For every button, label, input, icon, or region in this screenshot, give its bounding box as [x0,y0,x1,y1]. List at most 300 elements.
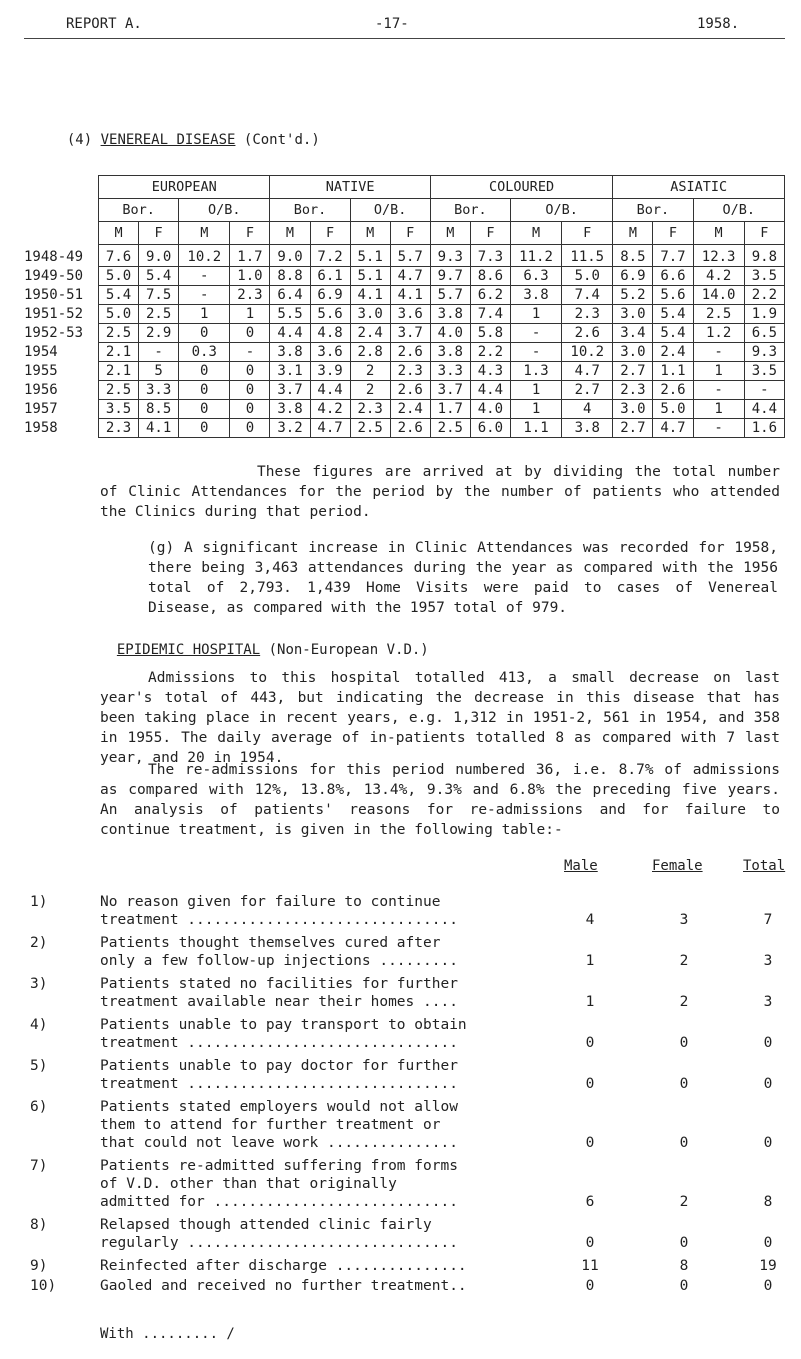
table-cell: 6.3 [510,267,561,286]
table-cell: 2.3 [562,305,613,324]
sex-header: M [510,222,561,245]
section-name: VENEREAL DISEASE [100,132,236,148]
reason-row [30,1277,790,1295]
reason-male-value: 0 [585,1278,595,1294]
reason-male-value: 4 [585,912,595,928]
row-year: 1958 [24,420,58,436]
table-cell: 0 [179,419,230,438]
table-cell: 7.4 [470,305,510,324]
table-cell: 3.7 [430,381,470,400]
sex-header: M [350,222,390,245]
table-cell: 2.5 [99,381,139,400]
table-cell: 4.1 [390,286,430,305]
section-suffix: (Cont'd.) [243,132,320,148]
table-cell: 1 [510,400,561,419]
table-cell: 4.7 [653,419,693,438]
paragraph-g: (g) A significant increase in Clinic Attendances was recorded for 1958, there being 3,463 attendances during the year as compared with the 1956 total of 2,793. 1,439 Home Visits were paid to cases of Venereal Disease, as compared with the 1957 total of 979. [148,540,778,616]
table-cell: 2.3 [230,286,270,305]
table-cell: 5.5 [270,305,310,324]
table-cell: 4.4 [270,324,310,343]
table-cell: 8.5 [613,245,653,267]
table-cell: 6.1 [310,267,350,286]
table-cell: 3.6 [390,305,430,324]
reason-female-value: 8 [679,1258,689,1274]
table-cell: 3.9 [310,362,350,381]
sex-header: F [562,222,613,245]
table-cell: - [230,343,270,362]
table-cell: 4.4 [310,381,350,400]
row-year: 1956 [24,382,58,398]
table-cell: 6.4 [270,286,310,305]
reason-total-value: 19 [759,1258,777,1274]
page-number: -17- [375,16,409,32]
reason-text: admitted for ............................ [100,1194,458,1210]
reason-male-value: 6 [585,1194,595,1210]
table-cell: 4.3 [470,362,510,381]
row-year: 1951-52 [24,306,84,322]
table-cell: 3.2 [270,419,310,438]
reason-male-value: 11 [581,1258,599,1274]
table-cell: 4.2 [693,267,744,286]
table-cell: 3.7 [390,324,430,343]
reason-number: 1) [30,894,48,910]
table-cell: 3.3 [430,362,470,381]
table-cell: 5.8 [470,324,510,343]
table-cell: 3.0 [350,305,390,324]
reason-number: 4) [30,1017,48,1033]
row-year: 1949-50 [24,268,84,284]
table-cell: 2.3 [99,419,139,438]
table-cell: 2.6 [390,419,430,438]
reason-number: 3) [30,976,48,992]
table-cell: 2.1 [99,343,139,362]
table-cell: 5.2 [613,286,653,305]
table-cell: 3.5 [744,267,784,286]
table-cell: 7.4 [562,286,613,305]
table-cell: 2.9 [139,324,179,343]
table-cell: 2.6 [653,381,693,400]
reason-total-value: 3 [763,953,773,969]
table-row [24,419,785,438]
table-cell: 5.4 [99,286,139,305]
table-cell: 4 [562,400,613,419]
table-cell: 2.4 [653,343,693,362]
subgroup-header: Bor. [613,199,693,222]
table-cell: 6.2 [470,286,510,305]
reason-text: Gaoled and received no further treatment.. [100,1278,467,1294]
subgroup-header: O/B. [179,199,270,222]
reason-female-value: 0 [679,1278,689,1294]
reason-text: regularly ............................... [100,1235,458,1251]
row-year: 1952-53 [24,325,84,341]
row-year: 1957 [24,401,58,417]
table-cell: 7.2 [310,245,350,267]
table-cell: 1 [179,305,230,324]
table-cell: 6.6 [653,267,693,286]
sex-header: M [430,222,470,245]
table-cell: 10.2 [179,245,230,267]
reason-number: 2) [30,935,48,951]
sex-header: M [270,222,310,245]
reason-number: 5) [30,1058,48,1074]
table-cell: - [693,419,744,438]
table-cell: 1.0 [230,267,270,286]
table-cell: 4.1 [139,419,179,438]
table-cell: 9.3 [744,343,784,362]
table-cell: 5.0 [562,267,613,286]
reason-text: No reason given for failure to continue [100,894,441,910]
table-row [24,343,785,362]
table-cell: 0 [179,381,230,400]
reason-female-value: 0 [679,1035,689,1051]
table-row [24,381,785,400]
table-cell: - [693,381,744,400]
table-cell: 9.0 [139,245,179,267]
table-cell: 2.5 [693,305,744,324]
reason-text: Patients stated employers would not allow [100,1099,458,1115]
table-cell: 0 [230,362,270,381]
table-cell: 3.0 [613,400,653,419]
table-cell: 7.3 [470,245,510,267]
table-cell: 6.9 [310,286,350,305]
reason-male-value: 0 [585,1035,595,1051]
table-cell: 2 [350,362,390,381]
table-cell: 0 [179,400,230,419]
table-cell: 4.2 [310,400,350,419]
table-cell: 5.4 [139,267,179,286]
sex-header: F [230,222,270,245]
reason-female-value: 2 [679,1194,689,1210]
table-cell: 5.4 [653,305,693,324]
group-european: EUROPEAN [99,176,270,199]
section-title [50,116,320,148]
table-cell: 5.0 [99,267,139,286]
table-cell: 0 [179,324,230,343]
table-cell: 1.6 [744,419,784,438]
reason-female-value: 3 [679,912,689,928]
subgroup-header: O/B. [693,199,784,222]
table-cell: 5.7 [390,245,430,267]
table-cell: 0 [230,400,270,419]
sex-header: F [744,222,784,245]
table-cell: 3.8 [562,419,613,438]
reason-row [30,1016,790,1052]
table-cell: 8.8 [270,267,310,286]
table-row [24,267,785,286]
reason-text: treatment available near their homes .... [100,994,458,1010]
table-cell: - [179,267,230,286]
reason-row [30,975,790,1011]
table-cell: 3.1 [270,362,310,381]
reason-text: Relapsed though attended clinic fairly [100,1217,432,1233]
sex-header: M [179,222,230,245]
reason-text: that could not leave work ............... [100,1135,458,1151]
table-cell: 2.5 [350,419,390,438]
row-year: 1955 [24,363,58,379]
table-cell: 2 [350,381,390,400]
sex-header: M [613,222,653,245]
table-cell: 2.3 [350,400,390,419]
group-native: NATIVE [270,176,430,199]
table-cell: - [510,324,561,343]
table-cell: 2.7 [613,419,653,438]
table-cell: 6.0 [470,419,510,438]
reason-female-value: 2 [679,953,689,969]
table-body [24,245,785,438]
table-cell: 3.8 [270,400,310,419]
table-row [24,324,785,343]
group-asiatic: ASIATIC [613,176,785,199]
table-cell: 3.0 [613,305,653,324]
sex-header: F [470,222,510,245]
reason-row [30,934,790,970]
reason-total-value: 0 [763,1235,773,1251]
table-cell: 1.1 [510,419,561,438]
table-cell: 0 [179,362,230,381]
reason-text: of V.D. other than that originally [100,1176,397,1192]
reason-total-value: 3 [763,994,773,1010]
reason-text: Patients re-admitted suffering from forms [100,1158,458,1174]
group-header-row [24,176,785,199]
table-cell: 5.1 [350,245,390,267]
table-cell: 5.0 [99,305,139,324]
reason-text: treatment ............................... [100,912,458,928]
table-cell: 2.3 [390,362,430,381]
table-cell: 1 [510,381,561,400]
reason-row [30,1057,790,1093]
table-cell: 4.8 [310,324,350,343]
reason-text: Reinfected after discharge ............... [100,1258,467,1274]
figures-note: These figures are arrived at by dividing the total number of Clinic Attendances for the period by the number of patients who attended the Clinics during that period. [100,464,780,520]
reason-text: them to attend for further treatment or [100,1117,441,1133]
subgroup-header: Bor. [430,199,510,222]
reason-male-value: 0 [585,1235,595,1251]
table-cell: 1 [693,400,744,419]
table-cell: - [744,381,784,400]
table-cell: 4.0 [470,400,510,419]
reason-text: Patients unable to pay doctor for further [100,1058,458,1074]
report-label: REPORT A. [66,16,142,32]
table-cell: 0 [230,419,270,438]
subgroup-header: Bor. [270,199,350,222]
table-cell: 9.8 [744,245,784,267]
sex-header: F [310,222,350,245]
reason-total-value: 0 [763,1076,773,1092]
reason-total-value: 7 [763,912,773,928]
continuation-footer: With ......... / [100,1326,235,1342]
reason-text: Patients stated no facilities for further [100,976,458,992]
epidemic-suffix: (Non-European V.D.) [268,642,429,658]
table-cell: 9.3 [430,245,470,267]
table-cell: 3.8 [430,305,470,324]
epidemic-hospital-heading [100,626,429,658]
table-cell: 8.6 [470,267,510,286]
reason-female-value: 0 [679,1076,689,1092]
table-cell: 3.6 [310,343,350,362]
table-cell: 7.7 [653,245,693,267]
table-cell: 2.6 [562,324,613,343]
table-cell: 4.7 [562,362,613,381]
table-cell: 11.2 [510,245,561,267]
row-year: 1954 [24,344,58,360]
reason-row [30,1257,790,1275]
reason-text: treatment ............................... [100,1035,458,1051]
reason-text: Patients thought themselves cured after [100,935,441,951]
table-cell: 5.4 [653,324,693,343]
table-cell: 7.6 [99,245,139,267]
reason-male-value: 1 [585,953,595,969]
table-cell: 1 [510,305,561,324]
reason-female-value: 0 [679,1135,689,1151]
subgroup-header: Bor. [99,199,179,222]
row-year: 1948-49 [24,249,84,265]
table-cell: 2.4 [350,324,390,343]
table-cell: 3.5 [99,400,139,419]
reason-text: Patients unable to pay transport to obtain [100,1017,467,1033]
table-cell: 2.2 [470,343,510,362]
table-cell: 3.3 [139,381,179,400]
col-female: Female [652,858,703,874]
reason-number: 8) [30,1217,48,1233]
table-cell: 2.3 [613,381,653,400]
sex-header: M [99,222,139,245]
table-cell: 9.7 [430,267,470,286]
table-cell: - [693,343,744,362]
subgroup-header: O/B. [350,199,430,222]
table-cell: 3.8 [270,343,310,362]
reason-number: 10) [30,1278,57,1294]
table-cell: 2.7 [613,362,653,381]
reason-total-value: 8 [763,1194,773,1210]
subgroup-header-row [24,199,785,222]
table-cell: 5.6 [653,286,693,305]
table-cell: 1.3 [510,362,561,381]
table-cell: 8.5 [139,400,179,419]
table-cell: 6.5 [744,324,784,343]
reason-text: treatment ............................... [100,1076,458,1092]
table-cell: 3.4 [613,324,653,343]
table-cell: 2.4 [390,400,430,419]
col-total: Total [743,858,786,874]
table-cell: 0 [230,324,270,343]
reason-text: only a few follow-up injections ......... [100,953,458,969]
table-cell: 7.5 [139,286,179,305]
table-cell: 6.9 [613,267,653,286]
table-cell: - [179,286,230,305]
table-cell: 1.2 [693,324,744,343]
table-cell: 0.3 [179,343,230,362]
reason-number: 9) [30,1258,48,1274]
table-cell: 4.7 [310,419,350,438]
table-cell: 3.0 [613,343,653,362]
table-cell: 1.1 [653,362,693,381]
table-cell: - [139,343,179,362]
table-cell: 2.6 [390,381,430,400]
reason-row [30,1098,790,1152]
reason-male-value: 0 [585,1076,595,1092]
table-cell: 2.5 [99,324,139,343]
reason-number: 7) [30,1158,48,1174]
table-cell: 4.0 [430,324,470,343]
reason-total-value: 0 [763,1035,773,1051]
table-cell: 2.7 [562,381,613,400]
table-cell: 2.5 [430,419,470,438]
table-cell: 4.4 [744,400,784,419]
table-cell: 5.7 [430,286,470,305]
table-cell: 3.8 [510,286,561,305]
table-cell: 3.5 [744,362,784,381]
table-cell: 1.9 [744,305,784,324]
table-cell: 5.6 [310,305,350,324]
reason-female-value: 2 [679,994,689,1010]
reason-row [30,1216,790,1252]
table-cell: 10.2 [562,343,613,362]
sex-header: F [653,222,693,245]
admissions-paragraph: Admissions to this hospital totalled 413, a small decrease on last year's total of 443, but indicating the decrease in this disease that has been taking place in recent years, e.g. 1,312 in 1951-2, 561 in 1954, and 358 in 1955. The daily average of in-patients totalled 8 as compared with 7 last year, and 20 in 1954. [100,670,780,766]
table-cell: 3.8 [430,343,470,362]
table-cell: 2.8 [350,343,390,362]
table-cell: 0 [230,381,270,400]
table-row [24,400,785,419]
table-row [24,245,785,267]
table-cell: 5.1 [350,267,390,286]
header-rule [24,38,785,39]
reason-row [30,893,790,929]
table-cell: 4.4 [470,381,510,400]
reason-total-value: 0 [763,1278,773,1294]
table-cell: 1 [230,305,270,324]
table-cell: 1 [693,362,744,381]
reason-male-value: 0 [585,1135,595,1151]
vd-attendance-table [24,175,785,438]
table-cell: 2.6 [390,343,430,362]
table-cell: 4.7 [390,267,430,286]
sex-header: F [390,222,430,245]
reason-total-value: 0 [763,1135,773,1151]
table-cell: 12.3 [693,245,744,267]
epidemic-title: EPIDEMIC HOSPITAL [116,642,261,658]
sex-header: M [693,222,744,245]
table-row [24,362,785,381]
table-cell: 4.1 [350,286,390,305]
table-row [24,286,785,305]
table-cell: 9.0 [270,245,310,267]
table-cell: - [510,343,561,362]
reason-female-value: 0 [679,1235,689,1251]
table-cell: 5.0 [653,400,693,419]
row-year: 1950-51 [24,287,84,303]
section-number: (4) [66,132,93,148]
group-coloured: COLOURED [430,176,613,199]
reason-number: 6) [30,1099,48,1115]
sex-header-row [24,222,785,245]
reason-male-value: 1 [585,994,595,1010]
table-cell: 2.2 [744,286,784,305]
sex-header: F [139,222,179,245]
table-cell: 2.1 [99,362,139,381]
table-cell: 14.0 [693,286,744,305]
table-cell: 2.5 [139,305,179,324]
report-year: 1958. [697,16,740,32]
table-cell: 1.7 [430,400,470,419]
col-male: Male [564,858,598,874]
subgroup-header: O/B. [510,199,612,222]
reason-row [30,1157,790,1211]
table-cell: 5 [139,362,179,381]
table-cell: 1.7 [230,245,270,267]
table-cell: 3.7 [270,381,310,400]
table-cell: 11.5 [562,245,613,267]
